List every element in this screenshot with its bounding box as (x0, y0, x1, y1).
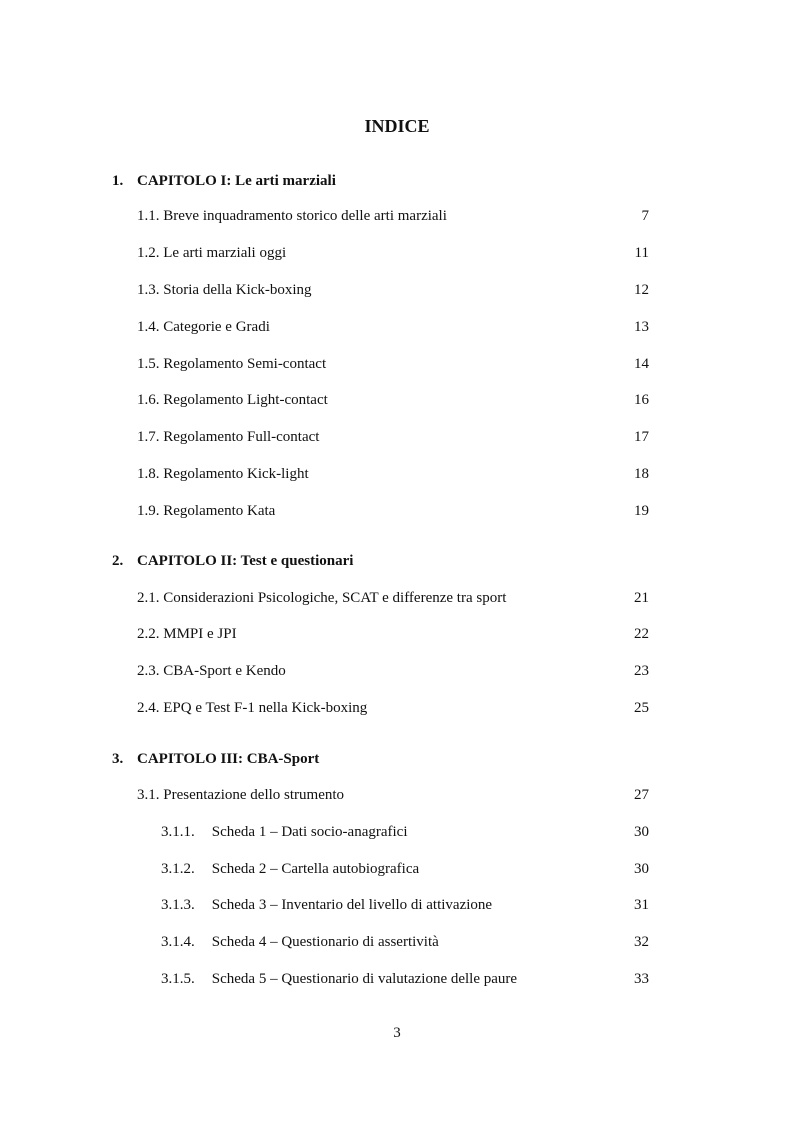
entry-code: 3.1. (137, 787, 160, 803)
entry-title: EPQ e Test F-1 nella Kick-boxing (163, 700, 368, 716)
entry-code: 3.1.5. (161, 971, 195, 987)
entry-code: 2.1. (137, 590, 160, 606)
entry-page: 33 (634, 971, 649, 987)
chapter-number: 1. (112, 173, 124, 189)
entry-page: 32 (634, 934, 649, 950)
entry-code: 1.5. (137, 356, 160, 372)
entry-page: 18 (634, 466, 649, 482)
chapter-number: 2. (112, 553, 124, 569)
entry-title: Scheda 2 – Cartella autobiografica (211, 861, 420, 877)
entry-title: Presentazione dello strumento (163, 787, 345, 803)
entry-code: 2.4. (137, 700, 160, 716)
entry-code: 1.2. (137, 245, 160, 261)
entry-code: 3.1.4. (161, 934, 195, 950)
entry-title: Categorie e Gradi (163, 319, 270, 335)
entry-code: 1.9. (137, 503, 160, 519)
entry-code: 1.7. (137, 429, 160, 445)
entry-title: Regolamento Full-contact (163, 429, 320, 445)
entry-page: 16 (634, 392, 649, 408)
entry-title: Regolamento Light-contact (163, 392, 328, 408)
entry-page: 17 (634, 429, 649, 445)
entry-page: 13 (634, 319, 649, 335)
entry-page: 27 (634, 787, 649, 803)
entry-title: Scheda 5 – Questionario di valutazione delle paure (211, 971, 518, 987)
entry-page: 12 (634, 282, 649, 298)
entry-title: MMPI e JPI (163, 626, 237, 642)
entry-code: 1.4. (137, 319, 160, 335)
entry-title: Regolamento Kata (163, 503, 276, 519)
entry-title: Scheda 1 – Dati socio-anagrafici (211, 824, 408, 840)
chapter-title: CAPITOLO I: Le arti marziali (137, 173, 336, 189)
entry-code: 1.3. (137, 282, 160, 298)
chapter-number: 3. (112, 751, 124, 767)
entry-title: Regolamento Kick-light (163, 466, 309, 482)
entry-code: 1.8. (137, 466, 160, 482)
entry-page: 22 (634, 626, 649, 642)
entry-page: 21 (634, 590, 649, 606)
entry-page: 11 (634, 245, 649, 261)
entry-title: Le arti marziali oggi (163, 245, 287, 261)
entry-page: 30 (634, 824, 649, 840)
chapter-heading[interactable] (112, 749, 672, 769)
entry-page: 25 (634, 700, 649, 716)
entry-page: 19 (634, 503, 649, 519)
entry-title: Scheda 4 – Questionario di assertività (211, 934, 439, 950)
page-title: INDICE (364, 116, 430, 136)
page-number: 3 (393, 1025, 401, 1041)
chapter-heading[interactable] (112, 171, 672, 191)
entry-code: 1.6. (137, 392, 160, 408)
entry-code: 3.1.3. (161, 897, 195, 913)
entry-code: 2.3. (137, 663, 160, 679)
entry-title: Scheda 3 – Inventario del livello di attivazione (211, 897, 493, 913)
entry-code: 2.2. (137, 626, 160, 642)
entry-title: Regolamento Semi-contact (163, 356, 327, 372)
entry-code: 3.1.2. (161, 861, 195, 877)
entry-title: CBA-Sport e Kendo (163, 663, 286, 679)
entry-page: 30 (634, 861, 649, 877)
entry-code: 1.1. (137, 208, 160, 224)
chapter-title: CAPITOLO II: Test e questionari (137, 553, 354, 569)
chapter-heading[interactable] (112, 551, 672, 571)
chapter-title: CAPITOLO III: CBA-Sport (137, 751, 320, 767)
entry-title: Breve inquadramento storico delle arti marziali (163, 208, 447, 224)
entry-title: Considerazioni Psicologiche, SCAT e differenze tra sport (163, 590, 507, 606)
entry-page: 14 (634, 356, 649, 372)
entry-code: 3.1.1. (161, 824, 195, 840)
entry-page: 31 (634, 897, 649, 913)
entry-title: Storia della Kick-boxing (163, 282, 312, 298)
entry-page: 23 (634, 663, 649, 679)
entry-page: 7 (641, 208, 649, 224)
